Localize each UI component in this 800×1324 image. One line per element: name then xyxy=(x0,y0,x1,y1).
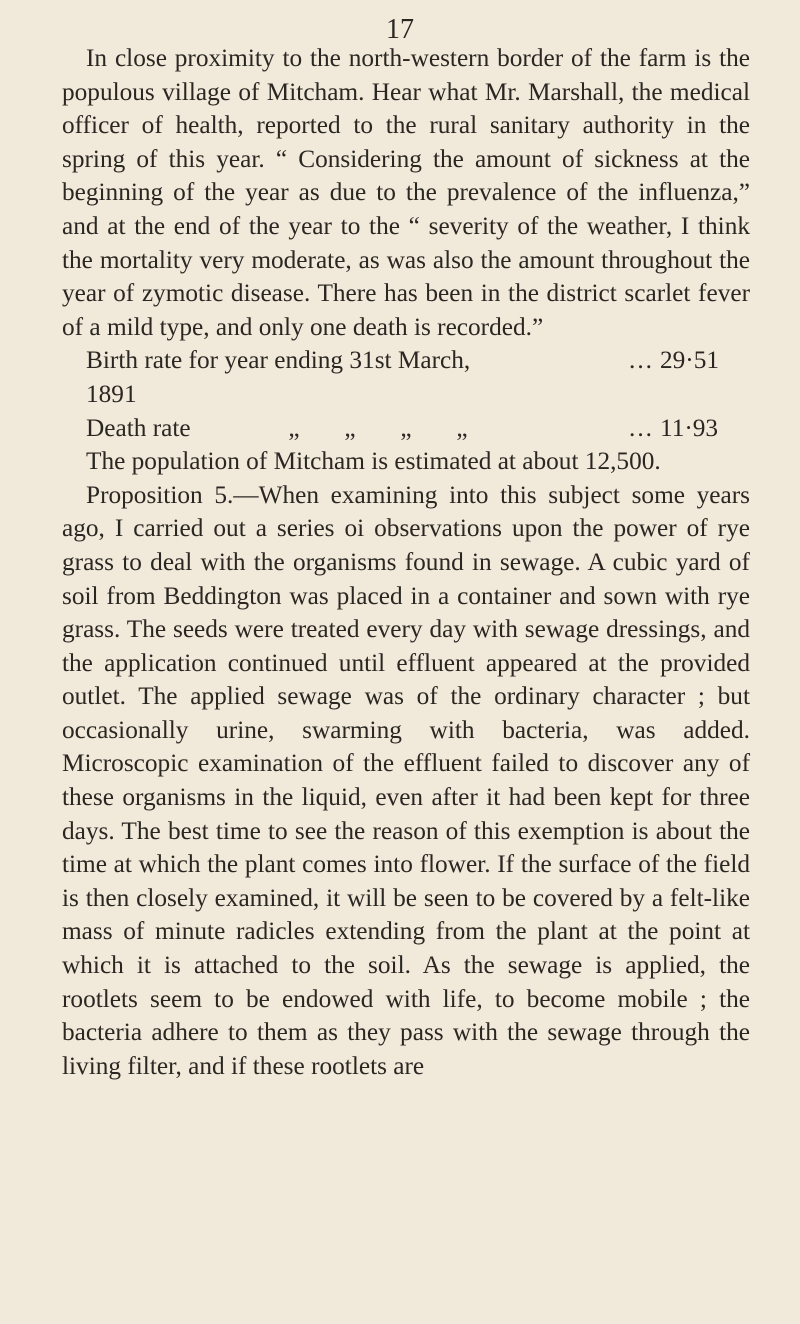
birth-rate-label: Birth rate for year ending 31st March, 1891 xyxy=(86,346,471,408)
paragraph-proposition-5: Proposition 5.—When examining into this subject some years ago, I carried out a series oi observations upon the power of rye grass to deal with the organisms found in sewage. A cubic yard of soil from Beddington was placed in a container and sown with rye grass. The seeds were treated every day with sewage dressings, and the application continued until effluent appeared at the provided outlet. The applied sewage was of the ordinary character ; but occasionally urine, swarming with bacteria, was added. Microscopic examination of the effluent failed to discover any of these organisms in the liquid, even after it had been kept for three days. The best time to see the reason of this exemption is about the time at which the plant comes into flower. If the surface of the field is then closely examined, it will be seen to be covered by a felt-like mass of minute radicles extending from the plant at the point at which it is attached to the soil. As the sewage is applied, the rootlets seem to be endowed with life, to become mobile ; the bacteria adhere to them as they pass with the sewage through the living filter, and if these rootlets are xyxy=(62,480,750,1080)
ditto-mark: „ xyxy=(288,413,300,442)
birth-rate-line xyxy=(62,344,750,411)
paragraph-mitcham: In close proximity to the north-western border of the farm is the populous village of Mitcham. Hear what Mr. Marshall, the medical officer of health, reported to the rural sanitary authority in the spring of this year. “ Considering the amount of sickness at the beginning of the year as due to the prevalence of the influenza,” and at the end of the year to the “ severity of the weather, I think the mortality very moderate, as was also the amount throughout the year of zymotic disease. There has been in the district scarlet fever of a mild type, and only one death is recorded.” xyxy=(62,44,750,341)
ditto-mark: „ xyxy=(344,413,356,442)
ditto-mark: „ xyxy=(400,413,412,442)
body-text xyxy=(62,42,750,1083)
death-rate-dots: ... xyxy=(629,413,654,442)
birth-rate-dots: ... xyxy=(629,346,654,375)
death-rate-line xyxy=(62,412,750,446)
paragraph-population: The population of Mitcham is estimated at about 12,500. xyxy=(86,447,661,476)
death-rate-value: 11·93 xyxy=(660,413,719,442)
death-rate-label: Death rate xyxy=(86,413,191,442)
ditto-mark: „ xyxy=(456,413,468,442)
birth-rate-value: 29·51 xyxy=(660,346,720,375)
page-number: 17 xyxy=(386,14,414,45)
